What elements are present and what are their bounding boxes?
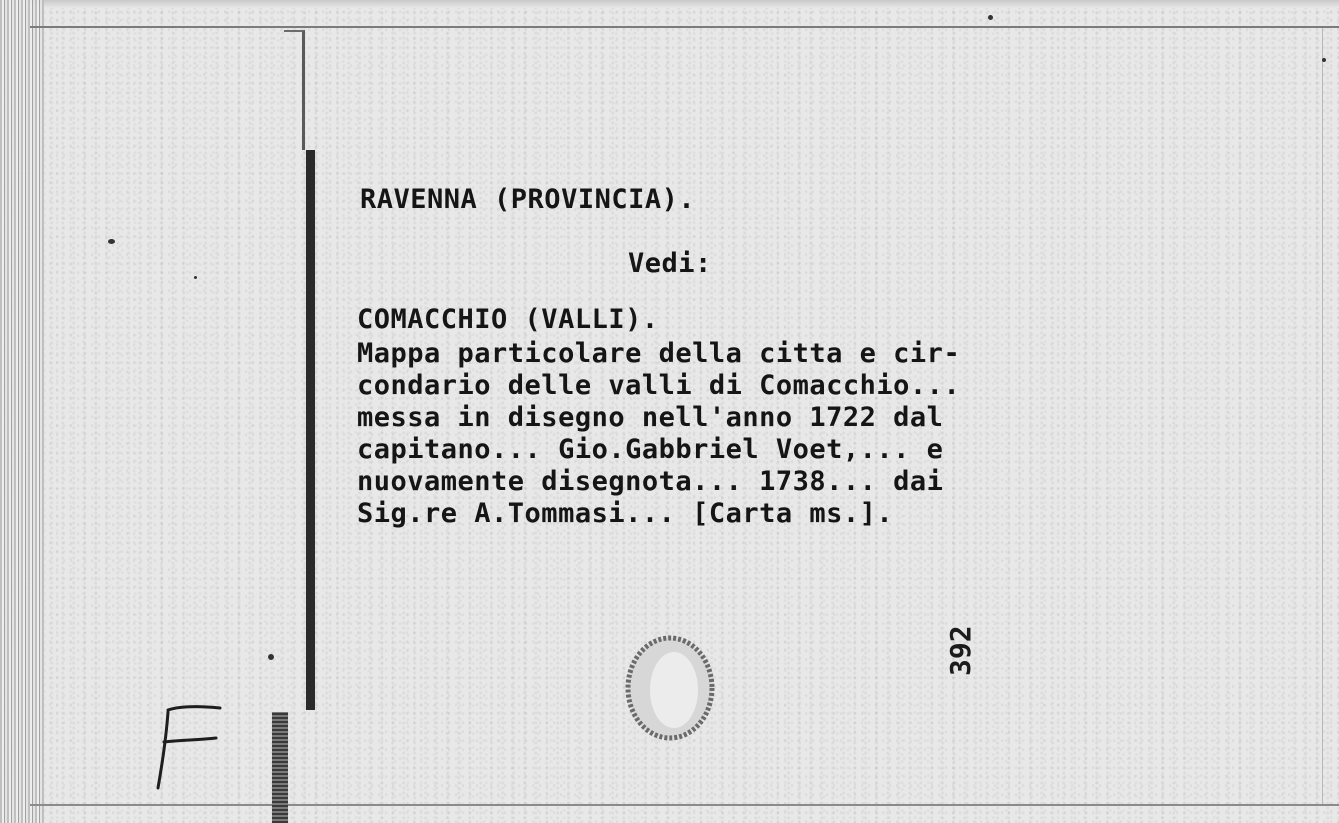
speck xyxy=(988,15,993,20)
description-line: Mappa particolare della citta e cir- xyxy=(357,338,961,369)
call-number: 392 xyxy=(944,625,977,676)
card-tab-notch-bottom xyxy=(272,712,288,823)
see-also-label: Vedi: xyxy=(628,248,712,279)
handwritten-mark-f xyxy=(150,700,230,795)
card-right-guide xyxy=(1322,28,1323,804)
description-line: nuovamente disegnota... 1738... dai xyxy=(357,466,944,497)
description-line: capitano... Gio.Gabbriel Voet,... e xyxy=(357,434,944,465)
entry-description xyxy=(357,338,960,530)
speck xyxy=(194,276,197,279)
card-tab-bar xyxy=(306,150,315,710)
card-top-border xyxy=(30,26,1339,28)
punch-hole xyxy=(622,634,718,742)
description-line: condario delle valli di Comacchio... xyxy=(357,370,961,401)
card-top-edge xyxy=(30,0,1339,8)
card-bottom-border xyxy=(30,804,1339,806)
speck xyxy=(108,239,115,244)
card-left-edge xyxy=(0,0,44,823)
description-line: messa in disegno nell'anno 1722 dal xyxy=(357,402,944,433)
card-heading: RAVENNA (PROVINCIA). xyxy=(360,184,696,215)
speck xyxy=(1322,58,1326,62)
description-line: Sig.re A.Tommasi... [Carta ms.]. xyxy=(357,498,894,529)
speck xyxy=(268,654,274,660)
card-tab-notch-top xyxy=(284,30,305,150)
entry-title: COMACCHIO (VALLI). xyxy=(357,304,659,335)
